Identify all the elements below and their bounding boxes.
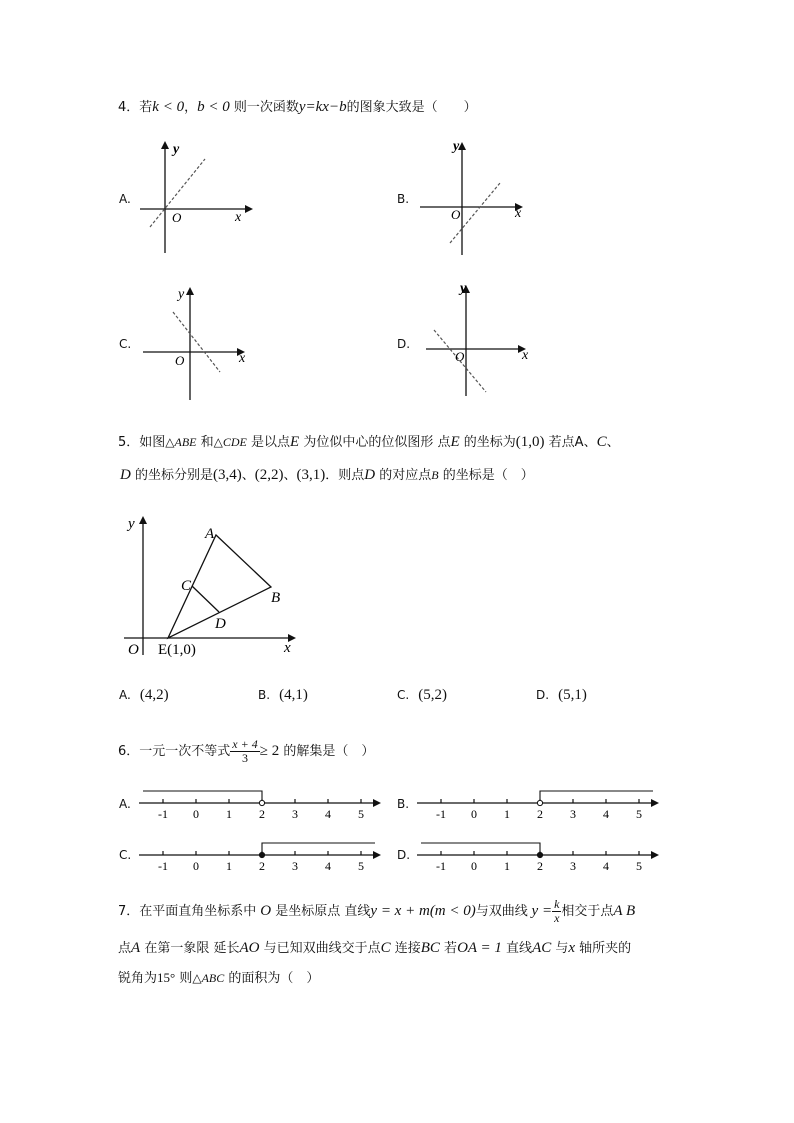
tick-label-4: 4 <box>325 859 331 873</box>
tick-label-4: 4 <box>603 807 609 821</box>
origin-label: O <box>175 353 185 368</box>
q5-option-a[interactable]: A. (4,2) <box>119 687 169 703</box>
q6-option-c-numberline[interactable] <box>137 836 387 876</box>
q5-number: 5． <box>118 435 140 450</box>
tick-label--1: -1 <box>436 807 446 821</box>
q7-stem-line1: 7．在平面直角坐标系中 O 是坐标原点 直线y = x + m(m < 0)与双曲线 y = $\frac{k}{x}$ 相交于点A B <box>118 897 636 925</box>
y-arrow <box>161 141 169 149</box>
q6-option-b-numberline[interactable] <box>415 784 665 824</box>
tick-label-0: 0 <box>471 859 477 873</box>
q4-option-c-label[interactable]: C. <box>119 337 132 351</box>
tick-label-3: 3 <box>292 807 298 821</box>
tick-label-1: 1 <box>226 859 232 873</box>
tick-label-3: 3 <box>570 807 576 821</box>
q5-option-d[interactable]: D. (5,1) <box>536 687 587 703</box>
tick-label-0: 0 <box>193 859 199 873</box>
q6-option-a-label[interactable]: A. <box>119 797 131 811</box>
closed-endpoint <box>537 852 542 857</box>
point-e-label: E(1,0) <box>158 642 196 658</box>
x-arrow <box>245 205 253 213</box>
q5-option-b[interactable]: B. (4,1) <box>258 687 308 703</box>
closed-endpoint <box>259 852 264 857</box>
tick-label--1: -1 <box>158 807 168 821</box>
point-a-label: A <box>205 526 215 542</box>
open-endpoint <box>259 800 264 805</box>
tick-label-5: 5 <box>358 859 364 873</box>
q4-option-d-graph[interactable] <box>420 278 540 403</box>
origin-label: O <box>128 642 139 658</box>
tick-label-2: 2 <box>259 859 265 873</box>
solution-ray <box>540 791 653 803</box>
q6-option-c-label[interactable]: C. <box>119 848 132 862</box>
tick-label-4: 4 <box>603 859 609 873</box>
y-label: y <box>128 516 135 532</box>
x-label: x <box>522 348 529 363</box>
tick-label-0: 0 <box>193 807 199 821</box>
q6-option-b-label[interactable]: B. <box>397 797 410 811</box>
solution-ray <box>262 843 375 855</box>
point-c-label: C <box>181 578 192 594</box>
tick-label-2: 2 <box>537 859 543 873</box>
q6-option-d-label[interactable]: D. <box>397 848 411 862</box>
q4-option-d-label[interactable]: D. <box>397 337 411 351</box>
solution-ray <box>143 791 262 803</box>
q7-stem-line2: 点A 在第一象限 延长AO 与已知双曲线交于点C 连接BC 若OA = 1 直线AC 与x 轴所夹的 <box>118 940 632 956</box>
q6-number: 6． <box>118 744 140 759</box>
q5-stem-line2: D 的坐标分别是(3,4)、(2,2)、(3,1)．则点D 的对应点B 的坐标是（ ） <box>120 467 534 483</box>
axis-arrow <box>373 799 381 807</box>
q4-option-a-label[interactable]: A. <box>119 192 131 206</box>
q6-fraction: $\frac{x + 4}{3}$ <box>232 737 258 765</box>
y-label: y <box>453 139 460 154</box>
axis-arrow <box>373 851 381 859</box>
tick-label--1: -1 <box>436 859 446 873</box>
tick-label-5: 5 <box>636 859 642 873</box>
y-label: y <box>173 142 180 157</box>
open-endpoint <box>537 800 542 805</box>
tick-label-5: 5 <box>636 807 642 821</box>
q4-function: y=kx−b <box>298 99 347 115</box>
segment-cd <box>192 586 219 612</box>
q4-number: 4． <box>118 100 140 115</box>
q6-option-d-numberline[interactable] <box>415 836 665 876</box>
tick-label-1: 1 <box>226 807 232 821</box>
tick-label-5: 5 <box>358 807 364 821</box>
tick-label--1: -1 <box>158 859 168 873</box>
solution-ray <box>421 843 540 855</box>
y-arrow <box>186 287 194 295</box>
tick-label-1: 1 <box>504 807 510 821</box>
q4-option-a-graph[interactable] <box>135 135 255 260</box>
x-label: x <box>284 640 291 656</box>
q6-stem: 6．一元一次不等式 $\frac{x + 4}{3}$ ≥ 2 的解集是（ ） <box>118 737 375 765</box>
y-label: y <box>460 281 467 296</box>
origin-label: O <box>451 207 461 222</box>
tick-label-3: 3 <box>292 859 298 873</box>
q5-figure <box>118 510 308 660</box>
tick-label-1: 1 <box>504 859 510 873</box>
y-label: y <box>178 287 185 302</box>
x-label: x <box>239 351 246 366</box>
axis-arrow <box>651 799 659 807</box>
x-label: x <box>235 210 242 225</box>
q4-option-b-graph[interactable] <box>415 135 535 260</box>
tick-label-2: 2 <box>259 807 265 821</box>
origin-label: O <box>455 349 465 364</box>
x-label: x <box>515 206 522 221</box>
q5-option-c[interactable]: C. (5,2) <box>397 687 448 703</box>
tick-label-4: 4 <box>325 807 331 821</box>
q7-stem-line3: 锐角为15° 则△ABC 的面积为（ ） <box>118 970 320 986</box>
q4-option-c-graph[interactable] <box>137 280 257 405</box>
q7-number: 7． <box>118 904 140 919</box>
tick-label-3: 3 <box>570 859 576 873</box>
point-b-label: B <box>271 590 281 606</box>
y-arrow <box>139 516 147 524</box>
point-d-label: D <box>215 616 226 632</box>
tick-label-2: 2 <box>537 807 543 821</box>
q6-option-a-numberline[interactable] <box>137 784 387 824</box>
tick-label-0: 0 <box>471 807 477 821</box>
axis-arrow <box>651 851 659 859</box>
q4-option-b-label[interactable]: B. <box>397 192 410 206</box>
origin-label: O <box>172 210 182 225</box>
q4-stem: 4．若k < 0，b < 0 则一次函数y=kx−b的图象大致是（ ） <box>118 99 477 115</box>
q7-fraction: $\frac{k}{x}$ <box>554 897 560 925</box>
q5-stem-line1: 5．如图△ABE 和△CDE 是以点E 为位似中心的位似图形 点E 的坐标为(1,0) 若点A、C、 <box>118 434 620 450</box>
